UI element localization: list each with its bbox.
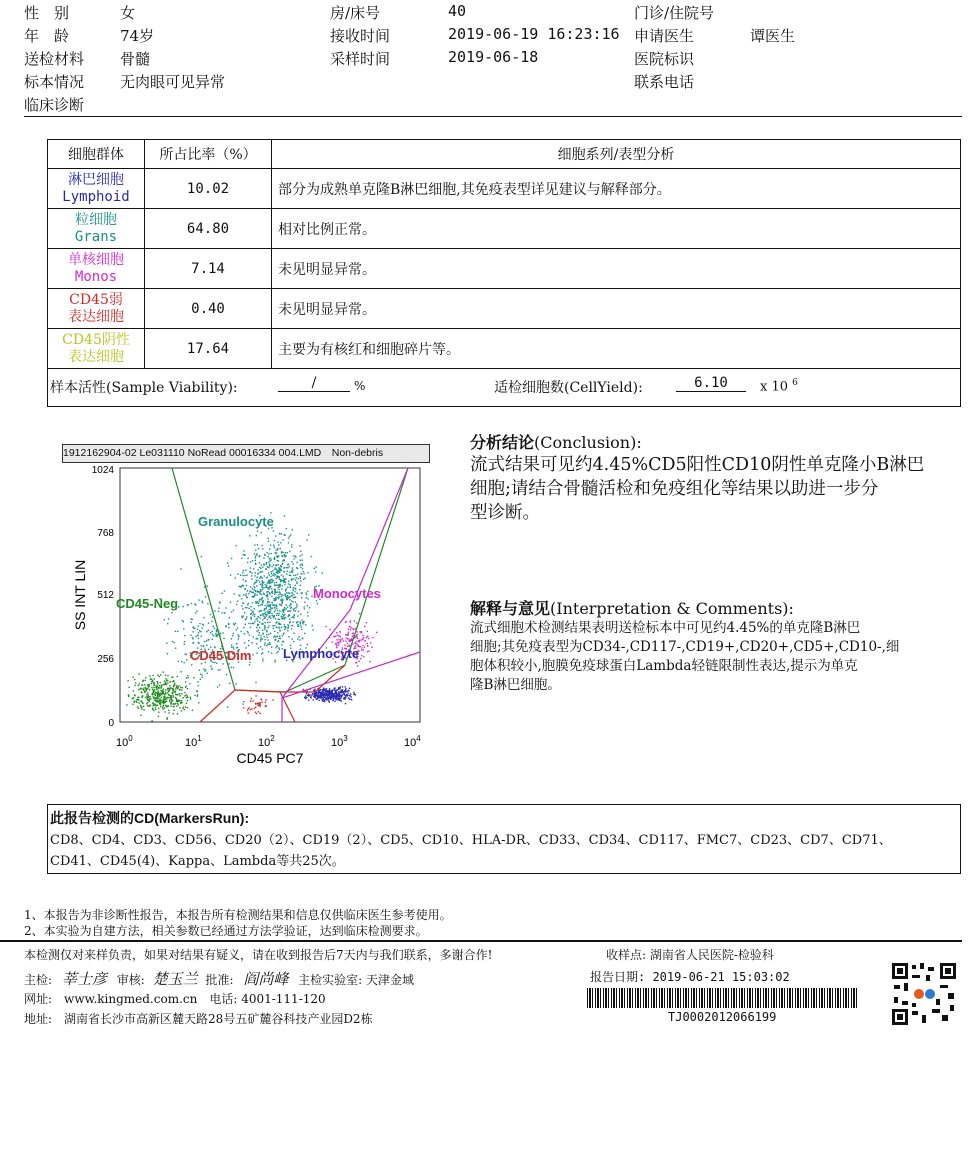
x-tick-label: $10^1$ bbox=[185, 734, 202, 749]
label-specimen: 送检材料 bbox=[24, 50, 85, 68]
header-phenotype: 细胞系列/表型分析 bbox=[272, 140, 961, 169]
header-percentage: 所占比率（%） bbox=[145, 140, 272, 169]
note-1: 1、本报告为非诊断性报告，本报告所有检测结果和信息仅供临床医生参考使用。 bbox=[24, 908, 452, 922]
header-divider bbox=[24, 116, 962, 117]
value-specimen: 骨髓 bbox=[120, 50, 151, 68]
signature-reviewer: 楚玉兰 bbox=[152, 970, 198, 988]
population-name: CD45弱 表达细胞 bbox=[48, 289, 145, 329]
markers-title: 此报告检测的CD(MarkersRun): bbox=[50, 810, 250, 826]
x-tick-label: $10^0$ bbox=[116, 734, 133, 749]
markers-box bbox=[47, 804, 961, 874]
label-hospital-id: 医院标识 bbox=[634, 50, 695, 68]
footer-disclaimer: 本检测仅对来样负责，如果对结果有疑义，请在收到报告后7天内与我们联系，多谢合作! bbox=[24, 948, 493, 962]
footer-divider bbox=[0, 940, 962, 942]
population-name: 单核细胞 Monos bbox=[48, 249, 145, 289]
x-tick-label: $10^4$ bbox=[404, 734, 421, 749]
footer-collection-point: 收样点: 湖南省人民医院-检验科 bbox=[606, 948, 774, 962]
value-specimen-status: 无肉眼可见异常 bbox=[120, 73, 226, 91]
label-diagnosis: 临床诊断 bbox=[24, 96, 85, 114]
population-description: 主要为有核红和细胞碎片等。 bbox=[272, 329, 961, 369]
value-doctor: 谭医生 bbox=[750, 27, 796, 45]
barcode-number: TJ0002012066199 bbox=[668, 1010, 777, 1024]
label-room-bed: 房/床号 bbox=[330, 4, 381, 22]
table-row bbox=[48, 249, 961, 289]
viability-cell bbox=[48, 369, 961, 407]
label-age: 年 龄 bbox=[24, 27, 70, 45]
signature-approver: 阎尚峰 bbox=[243, 970, 289, 988]
viability-value: / bbox=[278, 375, 350, 392]
value-gender: 女 bbox=[120, 4, 136, 22]
table-row bbox=[48, 169, 961, 209]
population-description: 未见明显异常。 bbox=[272, 249, 961, 289]
label-phone: 联系电话 bbox=[634, 73, 695, 91]
yield-value: 6.10 bbox=[676, 375, 746, 392]
gate-label-lymphocyte: Lymphocyte bbox=[283, 646, 360, 661]
value-age: 74岁 bbox=[120, 27, 155, 45]
population-percentage: 0.40 bbox=[145, 289, 272, 329]
header-population: 细胞群体 bbox=[48, 140, 145, 169]
gate-label-cd45-dim: CD45 Dim bbox=[190, 648, 252, 663]
gate-label-cd45-neg: CD45-Neg bbox=[116, 596, 179, 611]
yield-unit: x 10 $^6$ bbox=[760, 378, 798, 395]
table-row bbox=[48, 329, 961, 369]
scatter-plot bbox=[60, 460, 440, 770]
value-receive-time: 2019-06-19 16:23:16 bbox=[448, 25, 620, 43]
footer-report-date: 报告日期: 2019-06-21 15:03:02 bbox=[590, 970, 790, 984]
interpretation-text: 流式细胞术检测结果表明送检标本中可见约4.45%的单克隆B淋巴 细胞;其免疫表型为CD34-,CD117-,CD19+,CD20+,CD5+,CD10-,细 胞体积较小,胞膜免疫球蛋白Lambda轻链限制性表达,提示为单克 隆B淋巴细胞。 bbox=[470, 620, 900, 693]
population-description: 未见明显异常。 bbox=[272, 289, 961, 329]
footer-address: 地址: 湖南省长沙市高新区麓天路28号五矿麓谷科技产业园D2栋 bbox=[24, 1012, 373, 1026]
y-tick-label: 1024 bbox=[91, 465, 114, 476]
label-doctor: 申请医生 bbox=[634, 27, 695, 45]
gate-label-monocytes: Monocytes bbox=[313, 586, 381, 601]
label-receive-time: 接收时间 bbox=[330, 27, 391, 45]
conclusion-title: 分析结论(Conclusion): bbox=[470, 433, 642, 452]
population-percentage: 17.64 bbox=[145, 329, 272, 369]
viability-unit: % bbox=[354, 379, 366, 393]
population-name: 粒细胞 Grans bbox=[48, 209, 145, 249]
population-description: 部分为成熟单克隆B淋巴细胞,其免疫表型详见建议与解释部分。 bbox=[272, 169, 961, 209]
footer-web-phone: 网址: www.kingmed.com.cn 电话: 4001-111-120 bbox=[24, 992, 326, 1006]
viability-label: 样本活性(Sample Viability): bbox=[50, 380, 238, 396]
viability-row bbox=[48, 369, 961, 407]
plot-header: 1912162904-02 Le031110 NoRead 00016334 004.LMD Non-debris bbox=[62, 444, 430, 463]
label-gender: 性 别 bbox=[24, 4, 70, 22]
conclusion-text: 流式结果可见约4.45%CD5阳性CD10阴性单克隆小B淋巴 细胞;请结合骨髓活检和免疫组化等结果以助进一步分 型诊断。 bbox=[470, 455, 925, 523]
value-sample-time: 2019-06-18 bbox=[448, 48, 539, 66]
gate-label-granulocyte: Granulocyte bbox=[198, 514, 274, 529]
note-2: 2、本实验为自建方法，相关参数已经通过方法学验证，达到临床检测要求。 bbox=[24, 924, 428, 938]
table-row bbox=[48, 209, 961, 249]
interpretation-title: 解释与意见(Interpretation & Comments): bbox=[470, 599, 794, 618]
markers-line-2: CD41、CD45(4)、Kappa、Lambda等共25次。 bbox=[50, 854, 345, 869]
label-clinic-no: 门诊/住院号 bbox=[634, 4, 715, 22]
signature-chief: 莘士彦 bbox=[61, 970, 107, 988]
markers-line-1: CD8、CD4、CD3、CD56、CD20（2）、CD19（2）、CD5、CD10、HLA-DR、CD33、CD34、CD117、FMC7、CD23、CD7、CD71、 bbox=[50, 833, 892, 848]
barcode bbox=[587, 988, 859, 1008]
y-tick-label: 0 bbox=[108, 718, 114, 729]
x-tick-label: $10^3$ bbox=[331, 734, 348, 749]
y-tick-label: 512 bbox=[97, 590, 114, 601]
y-axis-label: SS INT LIN bbox=[72, 559, 88, 631]
cell-population-table bbox=[47, 139, 961, 407]
x-tick-label: $10^2$ bbox=[258, 734, 275, 749]
yield-label: 适检细胞数(CellYield): bbox=[494, 380, 643, 396]
y-tick-label: 768 bbox=[97, 528, 114, 539]
x-axis-label: CD45 PC7 bbox=[236, 750, 304, 766]
label-sample-time: 采样时间 bbox=[330, 50, 391, 68]
population-percentage: 10.02 bbox=[145, 169, 272, 209]
population-name: 淋巴细胞 Lymphoid bbox=[48, 169, 145, 209]
table-row bbox=[48, 289, 961, 329]
population-percentage: 7.14 bbox=[145, 249, 272, 289]
footer-signatures: 主检: 莘士彦 审核: 楚玉兰 批准: 阎尚峰 主检实验室: 天津金域 bbox=[24, 970, 415, 988]
value-room-bed: 40 bbox=[448, 2, 467, 20]
label-specimen-status: 标本情况 bbox=[24, 73, 85, 91]
y-tick-label: 256 bbox=[97, 654, 114, 665]
population-description: 相对比例正常。 bbox=[272, 209, 961, 249]
population-percentage: 64.80 bbox=[145, 209, 272, 249]
population-name: CD45阴性 表达细胞 bbox=[48, 329, 145, 369]
table-header-row bbox=[48, 140, 961, 169]
qr-code bbox=[892, 963, 956, 1025]
